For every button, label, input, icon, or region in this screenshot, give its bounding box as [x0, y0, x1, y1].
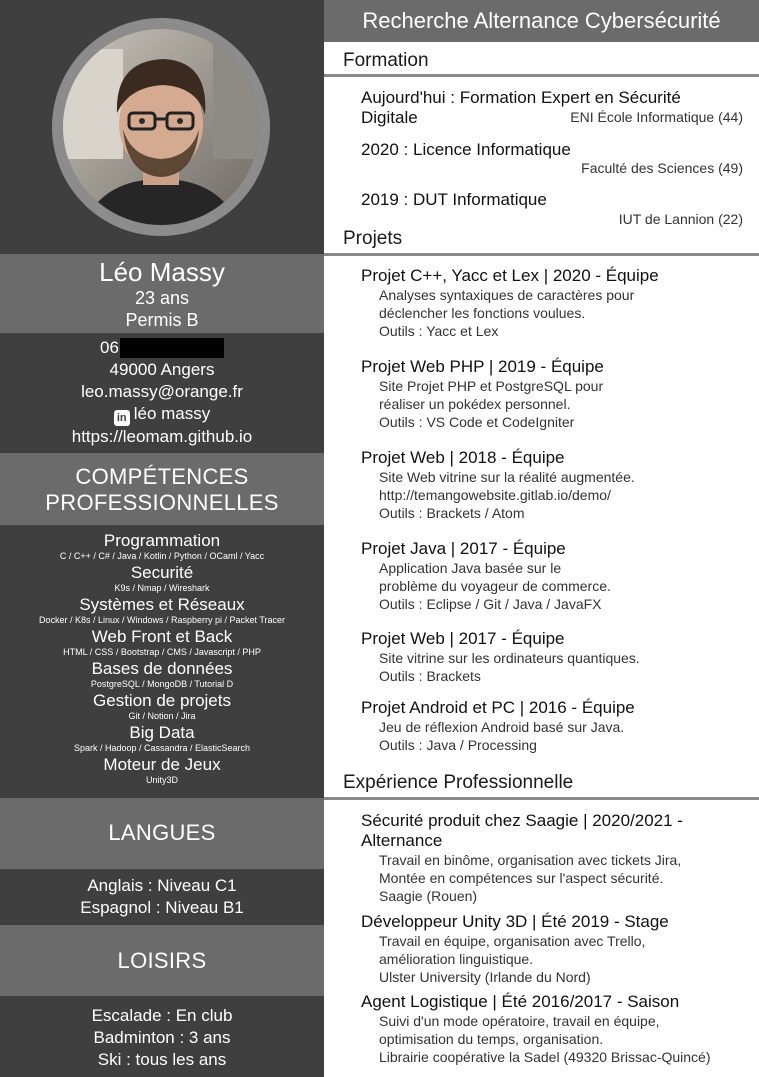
- project-desc-line: Analyses syntaxiques de caractères pour: [379, 287, 635, 303]
- project-item: [361, 266, 743, 340]
- formation-item: [361, 140, 743, 176]
- project-title: Projet Web PHP | 2019 - Équipe: [361, 357, 604, 376]
- skill-item: [0, 531, 324, 563]
- hobbies-heading: [0, 925, 324, 996]
- project-desc-line: Site Projet PHP et PostgreSQL pour: [379, 378, 604, 394]
- experience-heading: Expérience Professionnelle: [343, 772, 574, 793]
- phone-redaction: [120, 338, 224, 358]
- skill-tools: C / C++ / C# / Java / Kotlin / Python / OCaml / Yacc: [59, 551, 265, 561]
- experience-desc-line: optimisation du temps, organisation.: [379, 1031, 604, 1047]
- experience-item: [361, 992, 747, 1066]
- formation-divider: [324, 74, 759, 77]
- project-title: Projet Android et PC | 2016 - Équipe: [361, 698, 635, 717]
- skill-title: Systèmes et Réseaux: [79, 595, 245, 614]
- project-desc-line: Site Web vitrine sur la réalité augmentée.: [379, 469, 635, 485]
- project-desc-line: Site vitrine sur les ordinateurs quantiques.: [379, 650, 640, 666]
- formation-title: 2020 : Licence Informatique: [361, 140, 571, 159]
- formation-item: [361, 88, 743, 128]
- page-title: Recherche Alternance Cybersécurité: [324, 0, 759, 42]
- formation-title: 2019 : DUT Informatique: [361, 190, 547, 209]
- formation-school: IUT de Lannion (22): [618, 211, 743, 227]
- project-item: [361, 539, 743, 613]
- skill-tools: PostgreSQL / MongoDB / Tutorial D: [90, 679, 234, 689]
- experience-company: Librairie coopérative la Sadel (49320 Brissac-Quincé): [379, 1049, 711, 1065]
- formation-title: Aujourd'hui : Formation Expert en Sécurité Digitale: [361, 88, 681, 127]
- project-item: [361, 629, 743, 685]
- hobby-item: Ski : tous les ans: [97, 1050, 227, 1069]
- project-item: [361, 448, 743, 522]
- hobby-item: Badminton : 3 ans: [93, 1028, 231, 1047]
- website-link[interactable]: https://leomam.github.io: [71, 427, 253, 446]
- skill-item: [0, 691, 324, 723]
- hobbies-list: [0, 996, 324, 1077]
- linkedin-name: léo massy: [133, 404, 211, 423]
- linkedin-line[interactable]: [0, 403, 324, 426]
- languages-heading-text: LANGUES: [108, 820, 216, 845]
- skill-tools: Git / Notion / Jira: [128, 711, 196, 721]
- project-tools: Outils : VS Code et CodeIgniter: [379, 414, 575, 430]
- project-tools: Outils : Eclipse / Git / Java / JavaFX: [379, 596, 602, 612]
- hobby-item: Escalade : En club: [91, 1006, 233, 1025]
- formation-school: Faculté des Sciences (49): [581, 160, 743, 176]
- experience-title-cont: Alternance: [361, 831, 443, 850]
- experience-divider: [324, 797, 759, 800]
- project-title: Projet Web | 2017 - Équipe: [361, 629, 565, 648]
- project-item: [361, 698, 743, 754]
- skills-heading-line1: COMPÉTENCES: [75, 464, 249, 489]
- skills-heading: [0, 453, 324, 525]
- skill-title: Programmation: [103, 531, 221, 550]
- experience-company: Saagie (Rouen): [379, 888, 478, 904]
- experience-title: Sécurité produit chez Saagie | 2020/2021 -: [361, 811, 683, 830]
- experience-desc-line: Travail en équipe, organisation avec Trello,: [379, 933, 646, 949]
- experience-title: Agent Logistique | Été 2016/2017 - Saison: [361, 992, 680, 1011]
- skill-title: Bases de données: [91, 659, 233, 678]
- language-item: Anglais : Niveau C1: [87, 876, 237, 895]
- skill-tools: Unity3D: [145, 775, 178, 785]
- project-tools: Outils : Yacc et Lex: [379, 323, 499, 339]
- photo-zone: [0, 0, 324, 254]
- formation-heading: Formation: [343, 50, 429, 71]
- skill-item: [0, 659, 324, 691]
- skill-item: [0, 627, 324, 659]
- skill-title: Big Data: [129, 723, 195, 742]
- languages-heading: [0, 798, 324, 869]
- skill-tools: HTML / CSS / Bootstrap / CMS / Javascript / PHP: [63, 647, 261, 657]
- skill-title: Securité: [130, 563, 194, 582]
- skill-item: [0, 723, 324, 755]
- person-name: Léo Massy: [99, 257, 225, 287]
- project-tools: Outils : Brackets: [379, 668, 481, 684]
- skills-list: [0, 525, 324, 798]
- project-title: Projet Java | 2017 - Équipe: [361, 539, 566, 558]
- experience-title: Développeur Unity 3D | Été 2019 - Stage: [361, 912, 669, 931]
- contact-block: [0, 333, 324, 453]
- skill-item: [0, 563, 324, 595]
- driving-license: Permis B: [125, 310, 199, 330]
- experience-desc-line: Travail en binôme, organisation avec tickets Jira,: [379, 852, 682, 868]
- experience-desc-line: amélioration linguistique.: [379, 951, 534, 967]
- phone-line: [0, 337, 324, 359]
- identity-block: [0, 254, 324, 333]
- linkedin-icon: in: [114, 410, 130, 426]
- phone-prefix: 06: [100, 338, 119, 357]
- experience-desc-line: Montée en compétences sur l'aspect sécurité.: [379, 870, 664, 886]
- skill-title: Gestion de projets: [93, 691, 231, 710]
- sidebar: [0, 0, 324, 1077]
- formation-school: ENI École Informatique (44): [570, 109, 743, 125]
- experience-item: [361, 912, 743, 986]
- project-title: Projet C++, Yacc et Lex | 2020 - Équipe: [361, 266, 659, 285]
- city: 49000 Angers: [109, 360, 215, 379]
- projects-divider: [324, 253, 759, 256]
- experience-item: [361, 811, 743, 905]
- portrait-image: [63, 29, 259, 225]
- project-url[interactable]: http://temangowebsite.gitlab.io/demo/: [379, 487, 611, 503]
- skill-item: [0, 595, 324, 627]
- experience-company: Ulster University (Irlande du Nord): [379, 969, 591, 985]
- project-desc-line: problème du voyageur de commerce.: [379, 578, 611, 594]
- email-link[interactable]: leo.massy@orange.fr: [81, 382, 243, 401]
- avatar: [63, 29, 259, 225]
- main-content: [324, 0, 759, 1077]
- skill-title: Web Front et Back: [91, 627, 233, 646]
- skills-heading-line2: PROFESSIONNELLES: [45, 490, 279, 515]
- project-desc-line: Jeu de réflexion Android basé sur Java.: [379, 719, 625, 735]
- project-desc-line: Application Java basée sur le: [379, 560, 562, 576]
- languages-list: [0, 869, 324, 925]
- project-title: Projet Web | 2018 - Équipe: [361, 448, 565, 467]
- hobbies-heading-text: LOISIRS: [117, 948, 207, 973]
- skill-tools: Spark / Hadoop / Cassandra / ElasticSearch: [73, 743, 251, 753]
- project-tools: Outils : Java / Processing: [379, 737, 537, 753]
- skill-item: [0, 755, 324, 787]
- project-desc-line: réaliser un pokédex personnel.: [379, 396, 571, 412]
- project-desc-line: déclencher les fonctions voulues.: [379, 305, 586, 321]
- language-item: Espagnol : Niveau B1: [80, 898, 244, 917]
- project-tools: Outils : Brackets / Atom: [379, 505, 525, 521]
- projects-heading: Projets: [343, 228, 403, 249]
- formation-item: [361, 190, 743, 227]
- skill-tools: Docker / K8s / Linux / Windows / Raspberry pi / Packet Tracer: [38, 615, 286, 625]
- experience-desc-line: Suivi d'un mode opératoire, travail en équipe,: [379, 1013, 660, 1029]
- skill-tools: K9s / Nmap / Wireshark: [114, 583, 210, 593]
- skill-title: Moteur de Jeux: [103, 755, 221, 774]
- person-age: 23 ans: [134, 288, 190, 308]
- project-item: [361, 357, 743, 431]
